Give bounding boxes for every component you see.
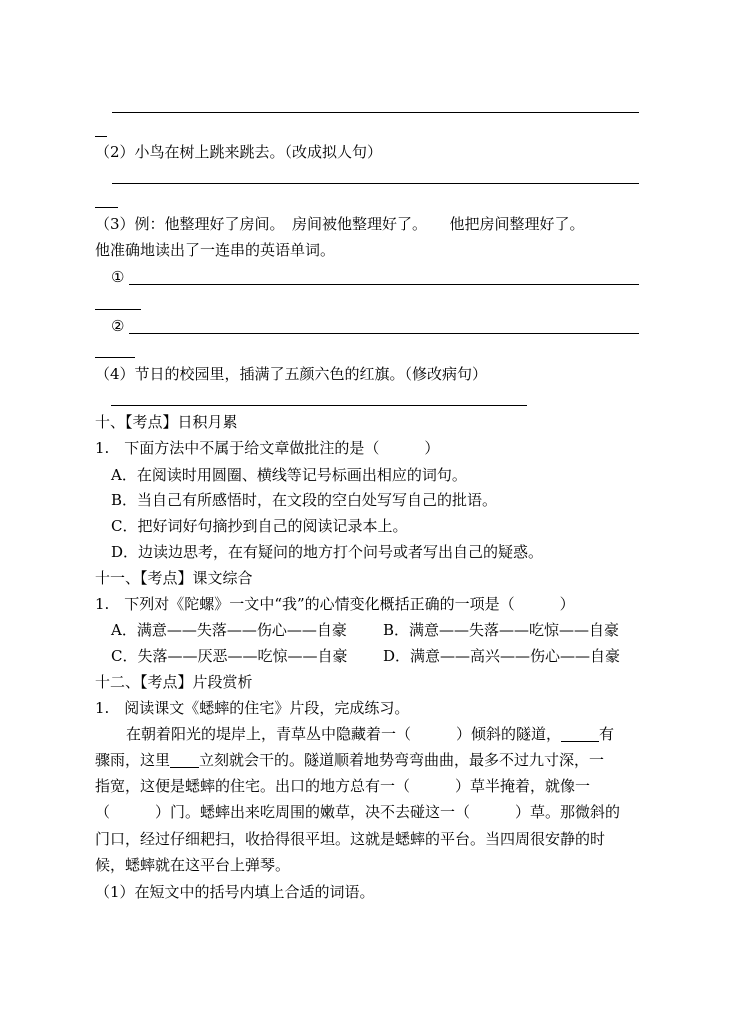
s10-option-d: D．边读边思考，在有疑问的地方打个问号或者写出自己的疑惑。 xyxy=(111,543,544,561)
section-10-heading: 十、【考点】日积月累 xyxy=(95,413,238,431)
answer-line xyxy=(129,284,639,285)
circled-number-1: ① xyxy=(111,268,125,286)
passage-text: 立刻就会干的。隧道顺着地势弯弯曲曲，最多不过九寸深，一 xyxy=(199,751,605,769)
answer-line xyxy=(129,333,639,334)
s11-option-d: D．满意——高兴——伤心——自豪 xyxy=(383,647,621,665)
q9-item-2: （2）小鸟在树上跳来跳去。（改成拟人句） xyxy=(95,143,383,161)
answer-line-tail xyxy=(95,357,135,358)
section-12-heading: 十二、【考点】片段赏析 xyxy=(95,673,253,691)
q9-item-3-example: （3）例：他整理好了房间。 房间被他整理好了。 他把房间整理好了。 xyxy=(95,215,585,233)
fill-blank xyxy=(170,751,199,768)
s10-option-a: A．在阅读时用圆圈、横线等记号标画出相应的词句。 xyxy=(111,466,467,484)
answer-line-tail xyxy=(95,309,141,310)
passage-text: 在朝着阳光的堤岸上，青草丛中隐藏着一（ ）倾斜的隧道， xyxy=(126,725,562,743)
answer-line xyxy=(111,405,527,406)
s10-question-1: 1. 下面方法中不属于给文章做批注的是（ ） xyxy=(95,439,440,457)
s11-option-a: A．满意——失落——伤心——自豪 xyxy=(111,621,347,639)
answer-line xyxy=(112,112,639,113)
s11-option-b: B．满意——失落——吃惊——自豪 xyxy=(383,621,620,639)
s10-option-b: B．当自己有所感悟时，在文段的空白处写写自己的批语。 xyxy=(111,491,498,509)
q9-item-3-sentence: 他准确地读出了一连串的英语单词。 xyxy=(95,241,336,259)
s12-sub-question-1: （1）在短文中的括号内填上合适的词语。 xyxy=(95,883,375,901)
answer-line xyxy=(112,183,639,184)
q9-item-4: （4）节日的校园里，插满了五颜六色的红旗。（修改病句） xyxy=(95,365,488,383)
passage-text: 有 xyxy=(599,725,615,743)
circled-number-2: ② xyxy=(111,317,125,335)
fill-blank xyxy=(561,725,599,742)
passage-line-6: 候，蟋蟀就在这平台上弹琴。 xyxy=(95,856,291,874)
answer-line-tail xyxy=(95,136,107,137)
passage-line-5: 门口，经过仔细耙扫，收拾得很平坦。这就是蟋蟀的平台。当四周很安静的时 xyxy=(95,830,606,848)
answer-line-tail xyxy=(95,207,118,208)
s12-question-1: 1. 阅读课文《蟋蟀的住宅》片段，完成练习。 xyxy=(95,699,410,717)
section-11-heading: 十一、【考点】课文综合 xyxy=(95,569,253,587)
s11-option-c: C．失落——厌恶——吃惊——自豪 xyxy=(111,647,348,665)
passage-text: 骤雨，这里 xyxy=(95,751,171,769)
passage-line-2 xyxy=(95,750,604,770)
s10-option-c: C．把好词好句摘抄到自己的阅读记录本上。 xyxy=(111,517,408,535)
passage-line-4: （ ）门。蟋蟀出来吃周围的嫩草，决不去碰这一（ ）草。那微斜的 xyxy=(95,803,621,821)
s11-question-1: 1. 下列对《陀螺》一文中“我”的心情变化概括正确的一项是（ ） xyxy=(95,595,575,613)
passage-line-1 xyxy=(126,724,614,744)
passage-line-3: 指宽，这便是蟋蟀的住宅。出口的地方总有一（ ）草半掩着，就像一 xyxy=(95,777,591,795)
